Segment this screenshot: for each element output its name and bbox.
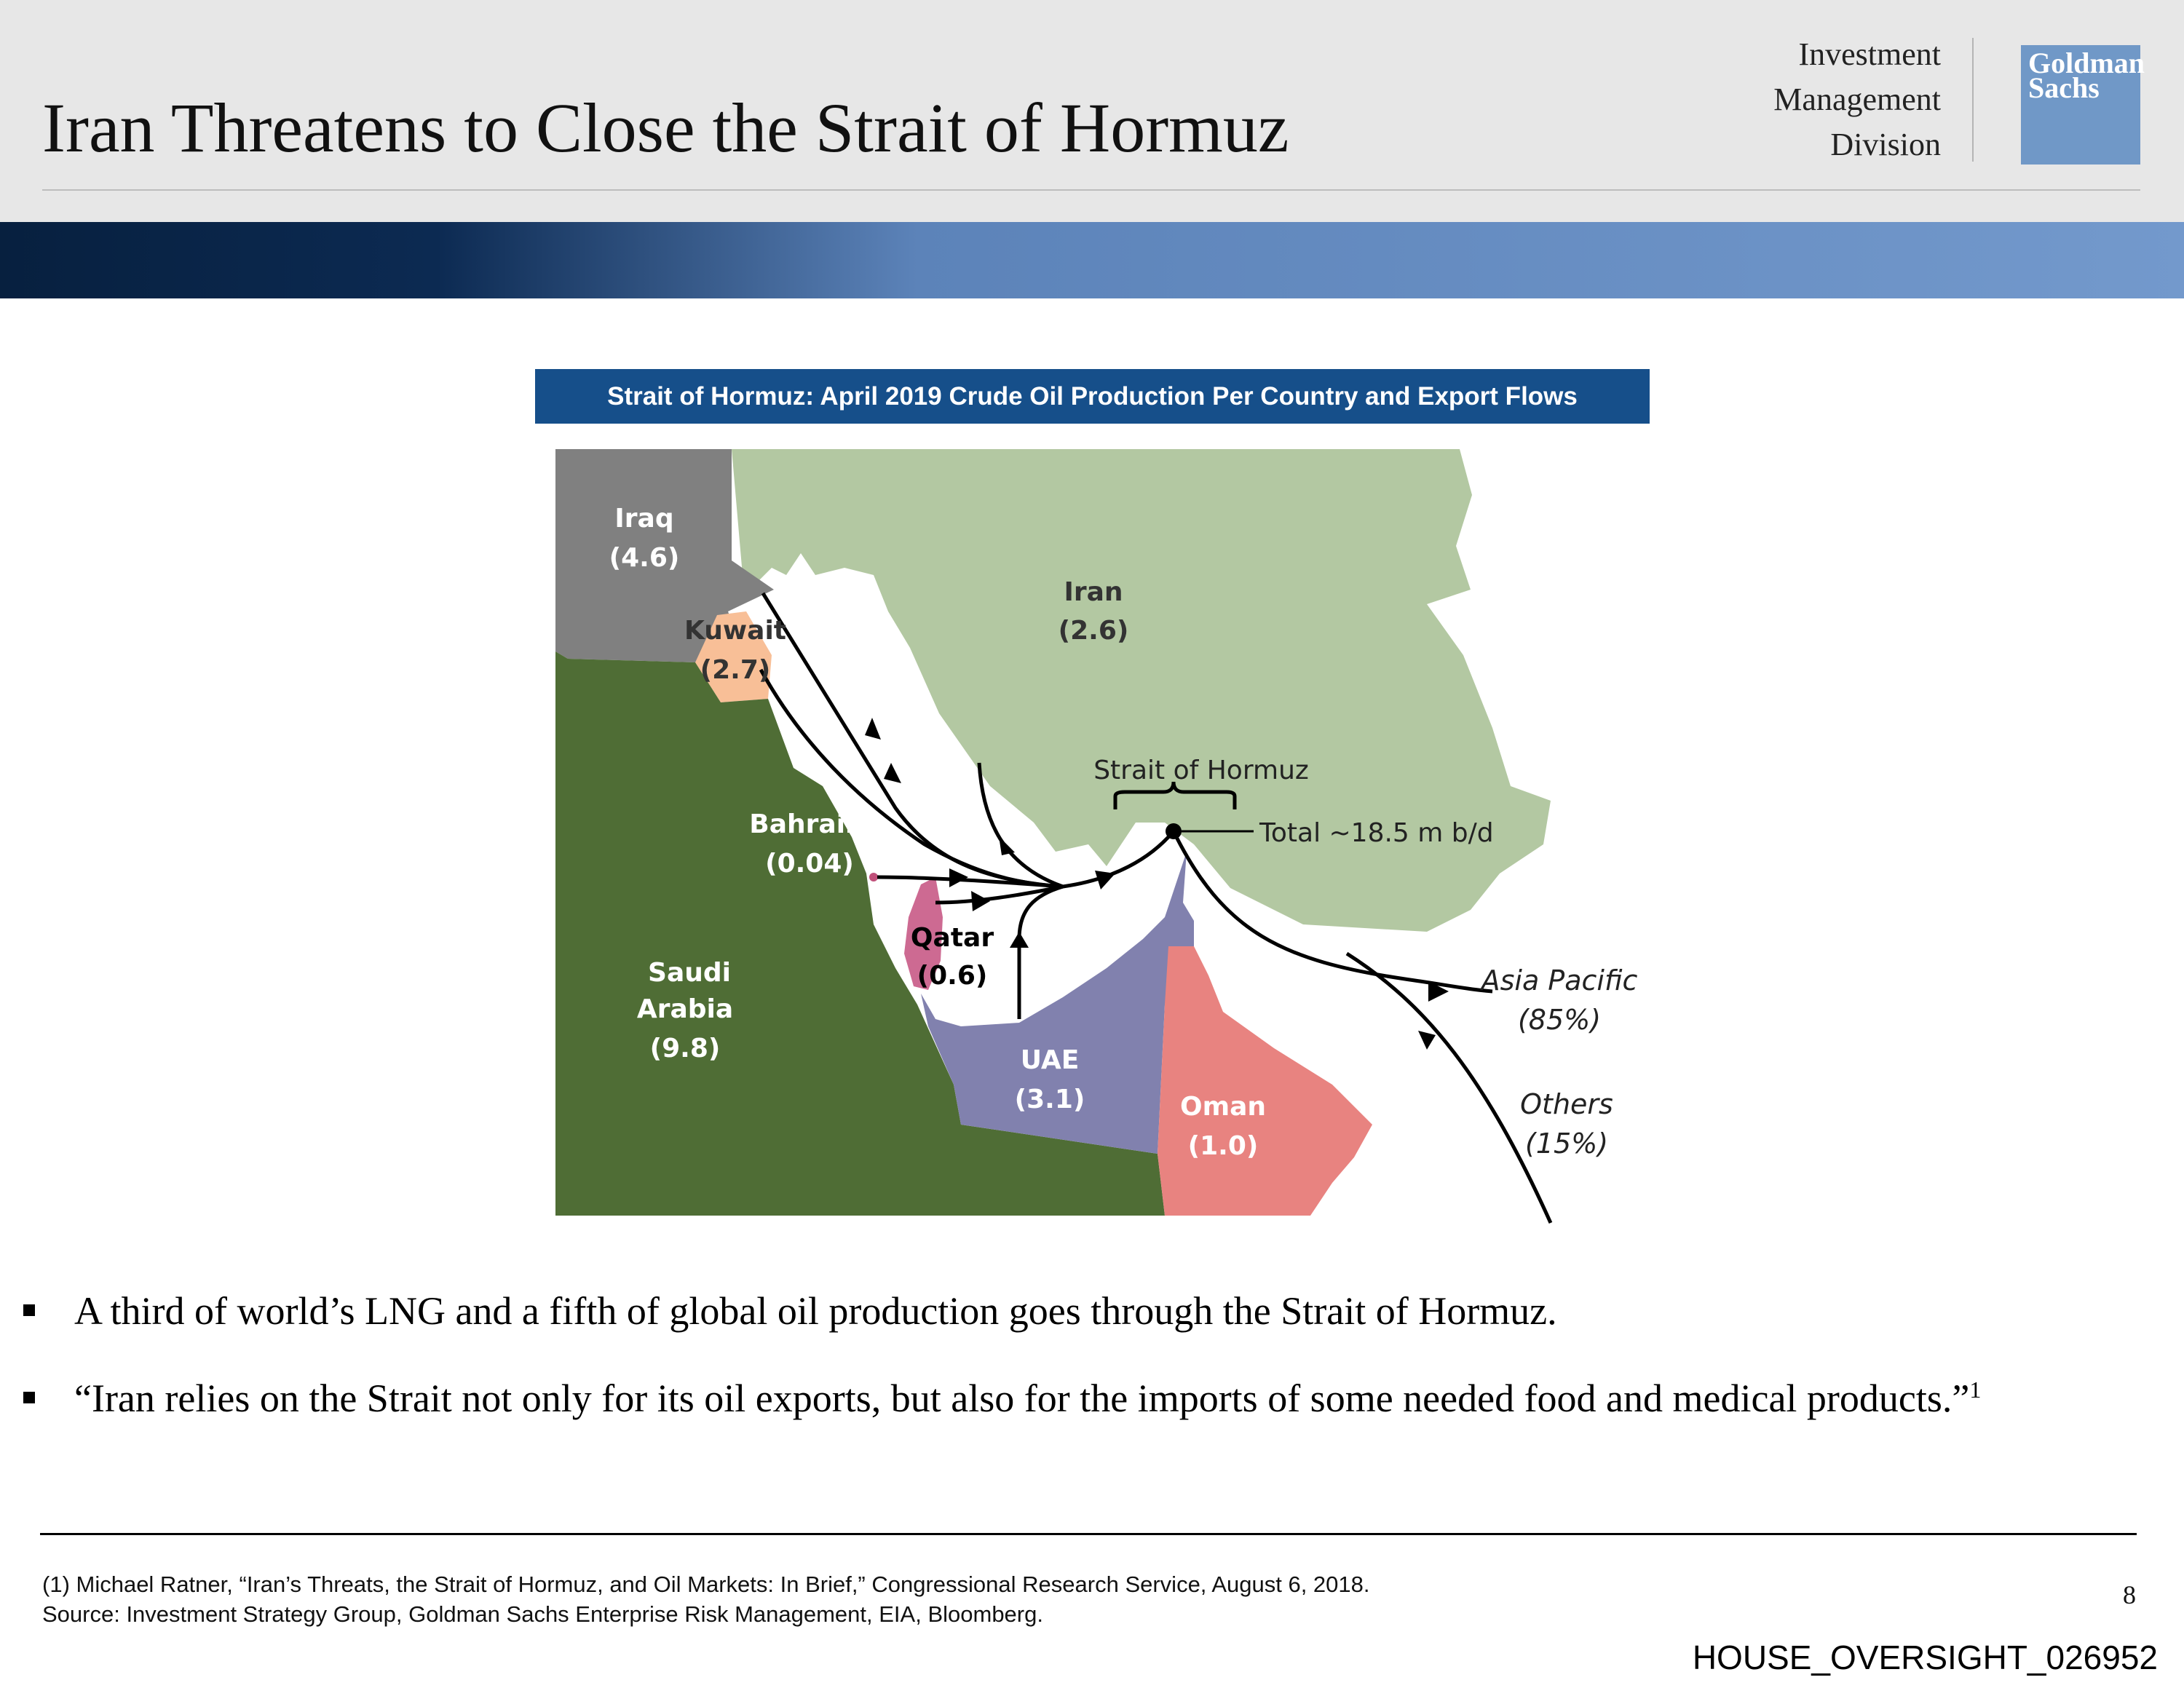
bates-stamp: HOUSE_OVERSIGHT_026952 xyxy=(1692,1639,2158,1676)
oman-region xyxy=(1158,946,1372,1216)
kuwait-value: (2.7) xyxy=(700,655,771,685)
others-name: Others xyxy=(1520,1088,1613,1120)
footnotes xyxy=(42,1569,1370,1629)
bullet-list xyxy=(17,1288,1981,1463)
bahrain-name: Bahrain xyxy=(749,809,864,839)
slide-title: Iran Threatens to Close the Strait of Hormuz xyxy=(42,89,1289,167)
bahrain-island xyxy=(869,873,878,881)
asia-pacific-share: (85%) xyxy=(1517,1004,1602,1036)
bullet-item xyxy=(17,1288,1981,1376)
bullet-square-icon xyxy=(23,1304,35,1316)
logo-line-1: Goldman xyxy=(2028,47,2145,79)
strait-point xyxy=(1166,823,1182,839)
bullet-square-icon xyxy=(23,1392,35,1403)
kuwait-name: Kuwait xyxy=(684,616,786,646)
arrowhead-1 xyxy=(865,718,881,740)
bullet-item xyxy=(17,1376,1981,1463)
arrowhead-6 xyxy=(1010,932,1029,948)
others-share: (15%) xyxy=(1524,1128,1609,1160)
footer-rule xyxy=(40,1533,2137,1535)
footnote-1: (1) Michael Ratner, “Iran’s Threats, the Strait of Hormuz, and Oil Markets: In Brief,” Congressional Research Service, August 6, 2018. xyxy=(42,1572,1370,1597)
footnote-ref: 1 xyxy=(1969,1376,1982,1403)
arrowhead-5 xyxy=(971,891,990,911)
arrowhead-9 xyxy=(1418,1031,1436,1050)
bahrain-value: (0.04) xyxy=(765,849,854,879)
source-note: Source: Investment Strategy Group, Goldman Sachs Enterprise Risk Management, EIA, Bloomberg. xyxy=(42,1601,1043,1627)
arrowhead-4 xyxy=(949,868,968,887)
saudi-value: (9.8) xyxy=(649,1034,721,1063)
oman-name: Oman xyxy=(1179,1092,1267,1122)
iran-name: Iran xyxy=(1064,577,1123,607)
saudi-name-line-1: Saudi xyxy=(648,958,731,988)
strait-label: Strait of Hormuz xyxy=(1093,756,1309,785)
asia-pacific-name: Asia Pacific xyxy=(1481,964,1638,996)
qatar-name: Qatar xyxy=(910,923,994,953)
total-flow-label: Total ~18.5 m b/d xyxy=(1259,818,1494,848)
bullet-text: “Iran relies on the Strait not only for its oil exports, but also for the imports of some needed food and medical products.” xyxy=(74,1376,1970,1420)
logo-line-2: Sachs xyxy=(2028,71,2100,104)
map-title: Strait of Hormuz: April 2019 Crude Oil Production Per Country and Export Flows xyxy=(535,369,1650,424)
division-line-3: Division xyxy=(1830,127,1941,162)
uae-name: UAE xyxy=(1020,1045,1080,1075)
flow-uae xyxy=(1019,887,1063,1019)
bullet-text: A third of world’s LNG and a fifth of global oil production goes through the Strait of Hormuz. xyxy=(74,1289,1557,1333)
iran-value: (2.6) xyxy=(1058,616,1129,646)
arrowhead-7 xyxy=(1095,871,1115,889)
uae-value: (3.1) xyxy=(1014,1085,1085,1114)
iraq-value: (4.6) xyxy=(609,543,680,573)
iraq-name: Iraq xyxy=(614,504,674,534)
saudi-name-line-2: Arabia xyxy=(636,994,734,1024)
arrowhead-3 xyxy=(999,836,1015,855)
division-line-2: Management xyxy=(1773,82,1941,117)
page-number: 8 xyxy=(2123,1580,2136,1609)
qatar-value: (0.6) xyxy=(917,961,988,991)
division-line-1: Investment xyxy=(1798,36,1941,72)
oman-value: (1.0) xyxy=(1187,1131,1259,1161)
flow-bahrain xyxy=(877,877,1063,887)
arrowhead-2 xyxy=(884,763,901,783)
